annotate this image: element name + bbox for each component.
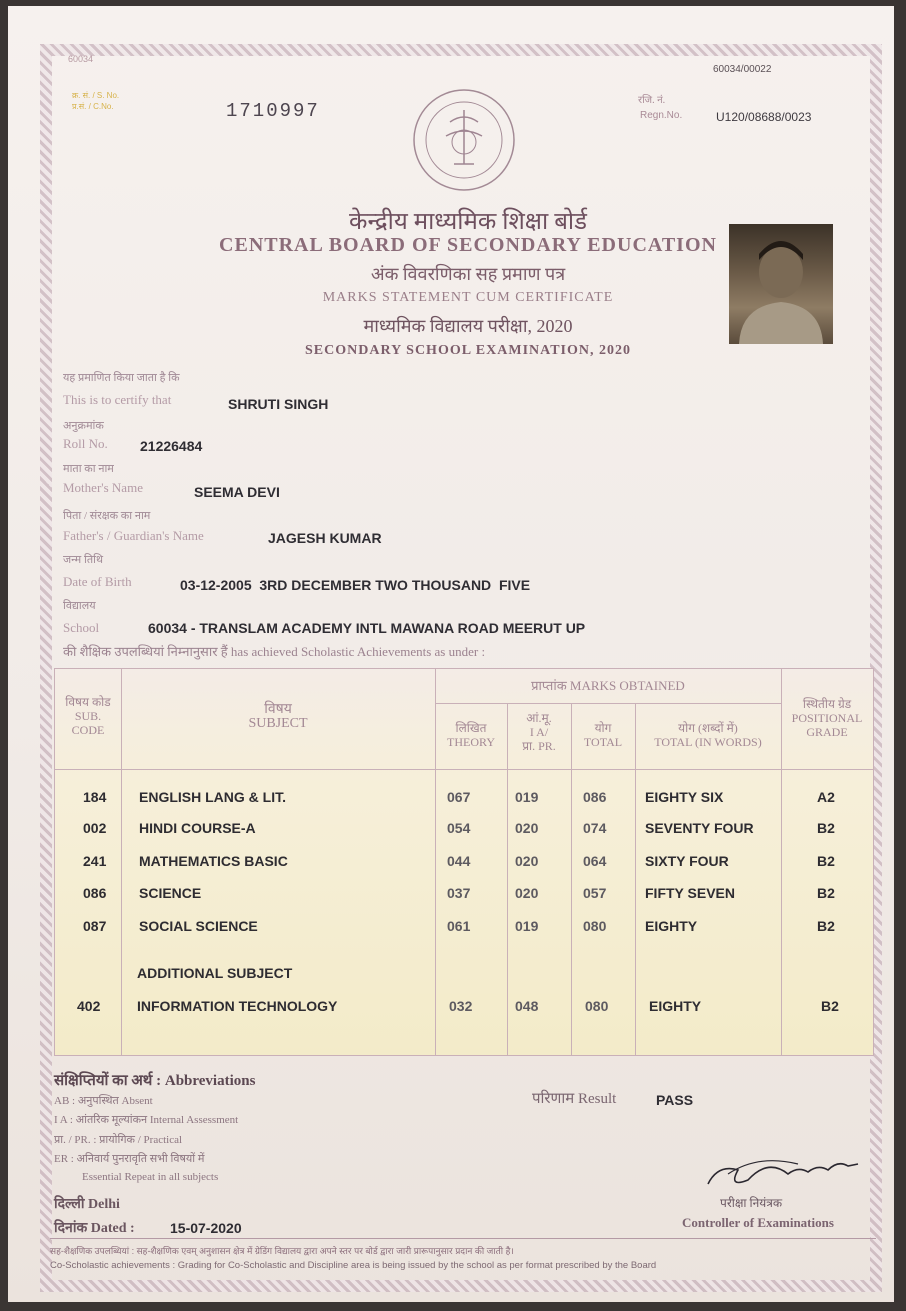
additional-subject-heading: ADDITIONAL SUBJECT [137,965,293,981]
subject-code: 087 [83,918,107,934]
header-total-hi: योग [594,721,612,735]
footer-note-en: Co-Scholastic achievements : Grading for Co-Scholastic and Discipline area is being issued by the school as per format prescribed by the Board [50,1260,657,1271]
theory-marks: 032 [449,998,473,1014]
theory-marks: 044 [447,853,471,869]
ia-marks: 020 [515,885,539,901]
mother-label-en: Mother's Name [63,480,143,495]
serial-labels [72,90,192,112]
ia-marks: 019 [515,918,539,934]
subject-code: 086 [83,885,107,901]
table-divider [55,769,873,770]
header-pr: प्रा. PR. [522,739,556,753]
regn-label-hi: रजि. नं. [638,95,666,106]
school-label-hi: विद्यालय [63,600,96,612]
ia-marks: 020 [515,853,539,869]
theory-marks: 054 [447,820,471,836]
total-in-words: FIFTY SEVEN [645,885,735,901]
certify-label-en: This is to certify that [63,392,172,407]
exam-name-english: SECONDARY SCHOOL EXAMINATION, 2020 [305,343,631,358]
header-subject [121,703,435,731]
header-total [571,721,635,749]
header-ia-hi: आं.मू. [526,711,552,725]
table-divider [571,703,572,1055]
total-in-words: EIGHTY [649,998,702,1014]
marks-table [54,668,874,1056]
header-code-en: SUB. [74,709,102,723]
top-right-code: 60034/00022 [713,64,772,75]
theory-marks: 067 [447,789,471,805]
total-marks: 057 [583,885,607,901]
subject-name: HINDI COURSE-A [139,820,256,836]
header-words-en: TOTAL (IN WORDS) [654,735,762,749]
subject-code: 402 [77,998,101,1014]
controller-label-hi: परीक्षा नियंत्रक [720,1196,783,1210]
header-words-hi: योग (शब्दों में) [678,721,738,735]
positional-grade: B2 [821,998,839,1014]
abbreviations-title: संक्षिप्तियों का अर्थ : Abbreviations [54,1073,256,1089]
abbr-absent: AB : अनुपस्थित Absent [54,1095,153,1107]
regn-number: U120/08688/0023 [716,110,812,124]
father-label-hi: पिता / संरक्षक का नाम [63,510,151,522]
result-value: PASS [656,1092,694,1108]
header-total-words [635,721,781,749]
header-grade [781,697,873,739]
positional-grade: B2 [817,853,835,869]
document-title-hindi: अंक विवरणिका सह प्रमाण पत्र [370,264,566,284]
father-name: JAGESH KUMAR [268,530,382,546]
document-title-english: MARKS STATEMENT CUM CERTIFICATE [322,290,614,305]
header-code [55,695,121,737]
positional-grade: A2 [817,789,835,805]
table-divider [635,703,636,1055]
dated-label: दिनांक Dated : [54,1221,135,1236]
footer-note-hi: सह-शैक्षणिक उपलब्धियां : सह-शैक्षणिक एवम् अनुशासन क्षेत्र में ग्रेडिंग विद्यालय द्वारा अपने स्तर पर बोर्ड द्वारा जारी प्रारूपानुसार प्रदान की जाती है। [50,1246,514,1256]
cbse-emblem-icon [410,86,518,194]
positional-grade: B2 [817,885,835,901]
header-grade-en: POSITIONAL [791,711,863,725]
footer-divider [50,1238,876,1239]
header-grade-en-2: GRADE [806,725,848,739]
subject-name: ENGLISH LANG & LIT. [139,789,286,805]
header-total-en: TOTAL [583,735,623,749]
total-in-words: EIGHTY SIX [645,789,724,805]
candidate-photo [729,224,833,344]
total-marks: 064 [583,853,607,869]
ia-marks: 019 [515,789,539,805]
header-code-en-2: CODE [71,723,105,737]
total-in-words: SIXTY FOUR [645,853,729,869]
header-code-hi: विषय कोड [65,695,111,709]
header-marks-obtained: प्राप्तांक MARKS OBTAINED [531,678,685,693]
subject-code: 002 [83,820,107,836]
candidate-name: SHRUTI SINGH [228,396,329,412]
controller-label-en: Controller of Examinations [682,1215,834,1230]
exam-name-hindi: माध्यमिक विद्यालय परीक्षा, 2020 [363,316,573,336]
roll-label-hi: अनुक्रमांक [63,420,104,432]
serial-label-2: प्र.सं. / C.No. [72,102,114,111]
total-marks: 086 [583,789,607,805]
roll-number: 21226484 [140,438,203,454]
header-subject-hi: विषय [264,702,292,717]
abbr-essential-repeat-en: Essential Repeat in all subjects [82,1171,219,1183]
regn-label-en: Regn.No. [640,110,683,121]
school-name: 60034 - TRANSLAM ACADEMY INTL MAWANA ROAD MEERUT UP [148,620,586,636]
subject-name: MATHEMATICS BASIC [139,853,288,869]
abbr-practical: प्रा. / PR. : प्रायोगिक / Practical [54,1134,183,1146]
header-ia-en: I A/ [529,725,549,739]
date-of-birth: 03-12-2005 3RD DECEMBER TWO THOUSAND FIVE [180,577,531,593]
achievement-label-en: has achieved Scholastic Achievements as under : [230,644,486,659]
abbr-internal-assessment: I A : आंतरिक मूल्यांकन Internal Assessment [54,1114,239,1126]
total-marks: 080 [585,998,609,1014]
subject-code: 184 [83,789,107,805]
board-name-english: CENTRAL BOARD OF SECONDARY EDUCATION [219,234,717,256]
header-grade-hi: स्थितीय ग्रेड [802,697,852,711]
mother-name: SEEMA DEVI [194,484,280,500]
header-theory-en: THEORY [447,735,495,749]
certify-label-hi: यह प्रमाणित किया जाता है कि [63,372,180,384]
subject-name: SCIENCE [139,885,202,901]
issue-date: 15-07-2020 [170,1220,242,1236]
header-subject-en: SUBJECT [248,716,308,731]
dob-label-hi: जन्म तिथि [63,554,103,566]
place: दिल्ली Delhi [54,1197,120,1212]
header-theory [435,721,507,749]
school-label-en: School [63,620,100,635]
top-serial-small: 60034 [68,54,94,64]
serial-label-1: क्र. सं. / S. No. [72,91,120,100]
board-name-hindi: केन्द्रीय माध्यमिक शिक्षा बोर्ड [349,209,587,235]
total-in-words: SEVENTY FOUR [645,820,754,836]
ia-marks: 048 [515,998,539,1014]
person-photo-icon [729,224,833,344]
mother-label-hi: माता का नाम [63,463,114,475]
theory-marks: 061 [447,918,471,934]
certificate-serial: 1710997 [226,100,320,122]
achievement-label-hi: की शैक्षिक उपलब्धियां निम्नानुसार हैं [63,644,228,659]
table-divider [435,703,781,704]
total-in-words: EIGHTY [645,918,698,934]
theory-marks: 037 [447,885,471,901]
certificate-paper [8,6,894,1302]
total-marks: 080 [583,918,607,934]
abbr-essential-repeat: ER : अनिवार्य पुनरावृति सभी विषयों में [54,1153,205,1165]
positional-grade: B2 [817,820,835,836]
subject-name: SOCIAL SCIENCE [139,918,258,934]
header-theory-hi: लिखित [455,721,487,735]
header-ia-pr [507,711,571,753]
total-marks: 074 [583,820,607,836]
ia-marks: 020 [515,820,539,836]
achievement-line [63,642,485,660]
positional-grade: B2 [817,918,835,934]
subject-name: INFORMATION TECHNOLOGY [137,998,338,1014]
subject-code: 241 [83,853,107,869]
roll-label-en: Roll No. [63,436,108,451]
father-label-en: Father's / Guardian's Name [63,528,204,543]
table-divider [507,703,508,1055]
result-label: परिणाम Result [532,1091,617,1107]
dob-label-en: Date of Birth [63,574,132,589]
